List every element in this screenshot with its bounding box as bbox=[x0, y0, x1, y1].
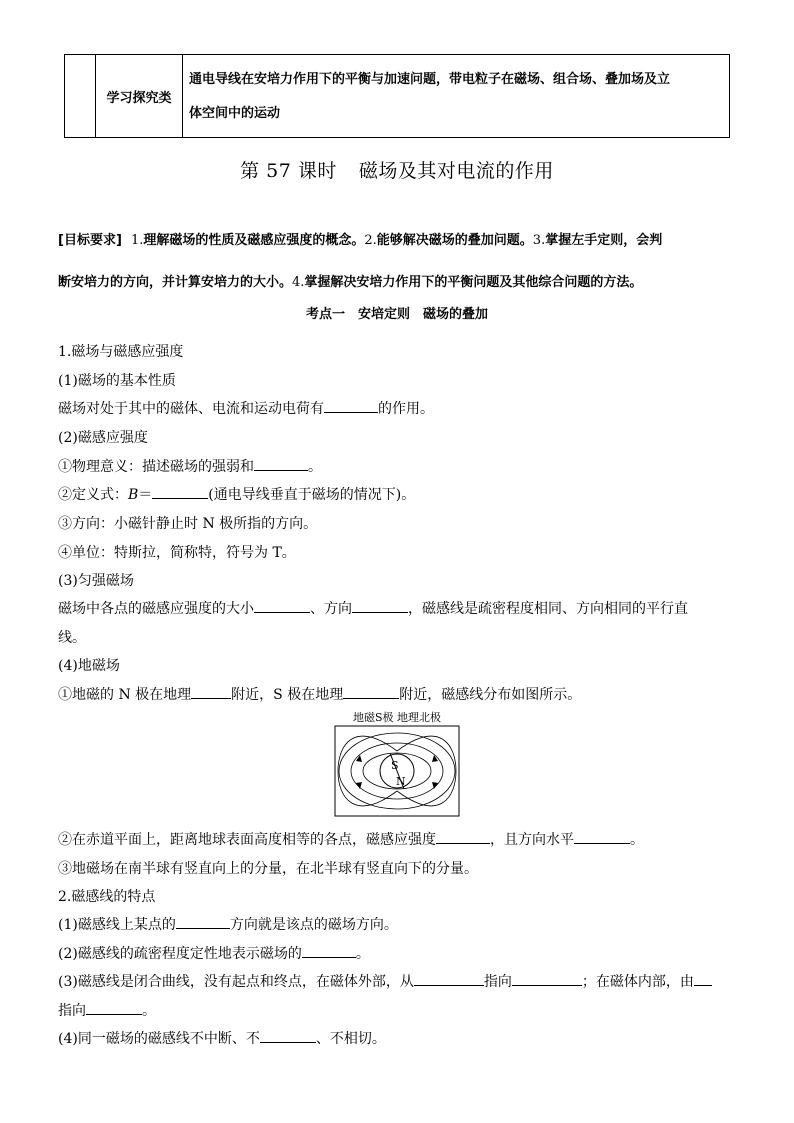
blank[interactable] bbox=[302, 943, 356, 958]
goal-4: 掌握解决安培力作用下的平衡问题及其他综合问题的方法。 bbox=[304, 275, 643, 290]
magnetic-field-diagram bbox=[334, 725, 460, 817]
blank[interactable] bbox=[414, 971, 484, 986]
pole-s-label: S bbox=[391, 759, 399, 772]
page-title bbox=[0, 156, 794, 183]
line-18: (2)磁感线的疏密程度定性地表示磁场的 。 bbox=[58, 943, 370, 963]
blank[interactable] bbox=[254, 456, 308, 471]
blank[interactable] bbox=[254, 598, 310, 613]
geomagnetic-figure bbox=[334, 711, 460, 817]
line-10: 磁场中各点的磁感应强度的大小 、方向 ，磁感线是疏密程度相同、方向相同的平行直 bbox=[58, 598, 688, 618]
line-7: ③方向：小磁针静止时 N 极所指的方向。 bbox=[58, 516, 318, 532]
line-5: ①物理意义：描述磁场的强弱和 。 bbox=[58, 456, 322, 476]
table-content-cell bbox=[183, 55, 729, 137]
line-21: (4)同一磁场的磁感线不中断、不 、不相切。 bbox=[58, 1028, 386, 1048]
line-3: 磁场对处于其中的磁体、电流和运动电荷有 的作用。 bbox=[58, 398, 434, 418]
figure-caption: 地磁S极 地理北极 bbox=[352, 711, 442, 724]
line-16: 2.磁感线的特点 bbox=[58, 889, 156, 905]
line-12: (4)地磁场 bbox=[58, 658, 120, 674]
goal-num-4: 4. bbox=[292, 275, 305, 290]
blank[interactable] bbox=[86, 1000, 142, 1015]
line-13: ①地磁的 N 极在地理 附近，S 极在地理 附近，磁感线分布如图所示。 bbox=[58, 684, 581, 704]
blank[interactable] bbox=[574, 829, 630, 844]
goal-num-2: 2. bbox=[364, 233, 377, 248]
line-14: ②在赤道平面上，距离地球表面高度相等的各点，磁感应强度 ，且方向水平 。 bbox=[58, 829, 644, 849]
section-heading: 考点一 安培定则 磁场的叠加 bbox=[305, 307, 488, 322]
goal-num-3: 3. bbox=[532, 233, 546, 248]
blank[interactable] bbox=[176, 914, 230, 929]
lesson-number: 第 57 课时 bbox=[240, 160, 337, 182]
blank[interactable] bbox=[352, 598, 408, 613]
goal-1: 理解磁场的性质及磁感应强度的概念。 bbox=[143, 233, 365, 248]
blank[interactable] bbox=[436, 829, 490, 844]
goals-label: [目标要求] bbox=[58, 233, 122, 248]
table-content-line2: 体空间中的运动 bbox=[189, 106, 281, 121]
line-9: (3)匀强磁场 bbox=[58, 573, 134, 589]
line-19: (3)磁感线是闭合曲线，没有起点和终点，在磁体外部，从 指向 ；在磁体内部，由 bbox=[58, 971, 712, 991]
goal-num-1: 1. bbox=[130, 233, 144, 248]
blank[interactable] bbox=[191, 684, 231, 699]
table-category-cell: 学习探究类 bbox=[96, 55, 183, 137]
blank[interactable] bbox=[512, 971, 582, 986]
line-8: ④单位：特斯拉，简称特，符号为 T。 bbox=[58, 545, 296, 561]
goals-block bbox=[58, 220, 742, 304]
top-table bbox=[64, 54, 730, 138]
line-11: 线。 bbox=[58, 630, 86, 646]
lesson-name: 磁场及其对电流的作用 bbox=[358, 160, 554, 182]
goal-3a: 掌握左手定则，会判 bbox=[545, 233, 663, 248]
line-1: 1.磁场与磁感应强度 bbox=[58, 344, 184, 360]
line-6: ②定义式：B＝ (通电导线垂直于磁场的情况下)。 bbox=[58, 484, 415, 504]
pole-n-label: N bbox=[396, 775, 406, 788]
table-empty-cell bbox=[65, 55, 96, 137]
table-content-line1: 通电导线在安培力作用下的平衡与加速问题，带电粒子在磁场、组合场、叠加场及立 bbox=[189, 72, 671, 87]
line-2: (1)磁场的基本性质 bbox=[58, 373, 176, 389]
goals-line1 bbox=[58, 220, 742, 262]
blank[interactable] bbox=[152, 484, 208, 499]
line-20: 指向 。 bbox=[58, 1000, 156, 1020]
line-4: (2)磁感应强度 bbox=[58, 430, 148, 446]
line-15: ③地磁场在南半球有竖直向上的分量，在北半球有竖直向下的分量。 bbox=[58, 861, 478, 877]
goals-line2 bbox=[58, 262, 742, 304]
goal-3b: 断安培力的方向，并计算安培力的大小。 bbox=[58, 275, 293, 290]
blank[interactable] bbox=[694, 971, 712, 986]
blank[interactable] bbox=[324, 398, 378, 413]
blank[interactable] bbox=[343, 684, 399, 699]
goal-2: 能够解决磁场的叠加问题。 bbox=[376, 233, 533, 248]
blank[interactable] bbox=[260, 1028, 316, 1043]
line-17: (1)磁感线上某点的 方向就是该点的磁场方向。 bbox=[58, 914, 398, 934]
